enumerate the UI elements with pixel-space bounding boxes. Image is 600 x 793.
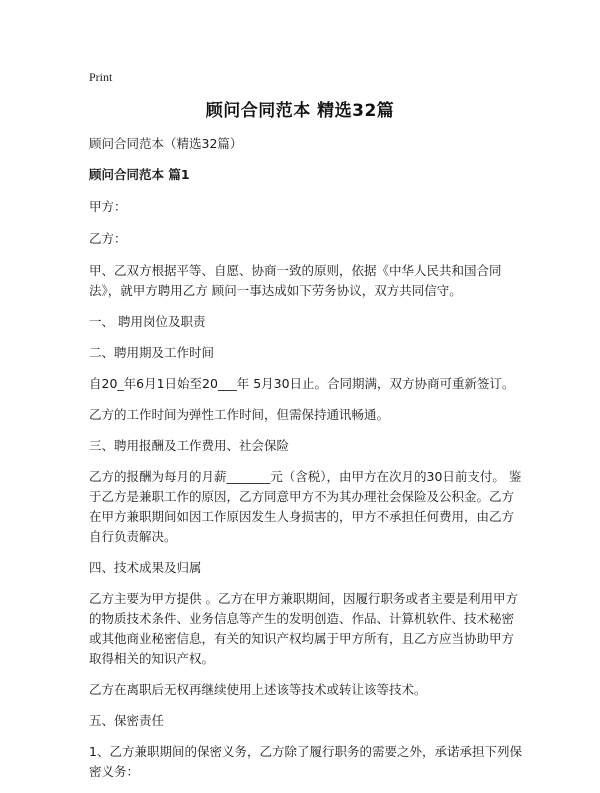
party-a-line: 甲方：	[89, 199, 127, 214]
remuneration-paragraph: 乙方的报酬为每月的月薪_______元（含税），由甲方在次月的30日前支付。 鉴于乙方是兼职工作的原因，乙方同意甲方不为其办理社会保险及公积金。乙方在甲方兼职期间如因工作原因发生人身损害的，甲方不承担任何费用，由乙方自行负责解决。	[89, 469, 522, 544]
party-b-line: 乙方：	[89, 231, 127, 246]
document-subtitle: 顾问合同范本（精选32篇）	[89, 136, 243, 151]
term-paragraph: 自20_年6月1日始至20___年 5月30日止。合同期满，双方协商可重新签订。	[89, 376, 515, 391]
clause-heading-3: 三、聘用报酬及工作费用、社会保险	[89, 438, 290, 453]
preamble-paragraph: 甲、乙双方根据平等、自愿、协商一致的原则，依据《中华人民共和国合同法》，就甲方聘用乙方 顾问一事达成如下劳务协议，双方共同信守。	[89, 263, 502, 298]
confidentiality-paragraph: 1、乙方兼职期间的保密义务，乙方除了履行职务的需要之外，承诺承担下列保密义务：	[89, 744, 522, 779]
ip-paragraph: 乙方主要为甲方提供 。乙方在甲方兼职期间，因履行职务或者主要是利用甲方的物质技术条件、业务信息等产生的发明创造、作品、计算机软件、技术秘密或其他商业秘密信息，有关的知识产权均属于甲方所有，且乙方应当协助甲方取得相关的知识产权。	[89, 591, 518, 666]
section-heading: 顾问合同范本 篇1	[89, 167, 190, 182]
working-hours-paragraph: 乙方的工作时间为弹性工作时间，但需保持通讯畅通。	[89, 407, 390, 422]
clause-heading-1: 一、 聘用岗位及职责	[89, 314, 206, 329]
clause-heading-2: 二、聘用期及工作时间	[89, 345, 215, 360]
print-label[interactable]: Print	[89, 70, 113, 84]
document-title: 顾问合同范本 精选32篇	[205, 101, 395, 121]
document-body	[89, 134, 525, 793]
post-departure-paragraph: 乙方在离职后无权再继续使用上述该等技术或转让该等技术。	[89, 682, 427, 697]
clause-heading-5: 五、保密责任	[89, 713, 165, 728]
clause-heading-4: 四、技术成果及归属	[89, 560, 202, 575]
